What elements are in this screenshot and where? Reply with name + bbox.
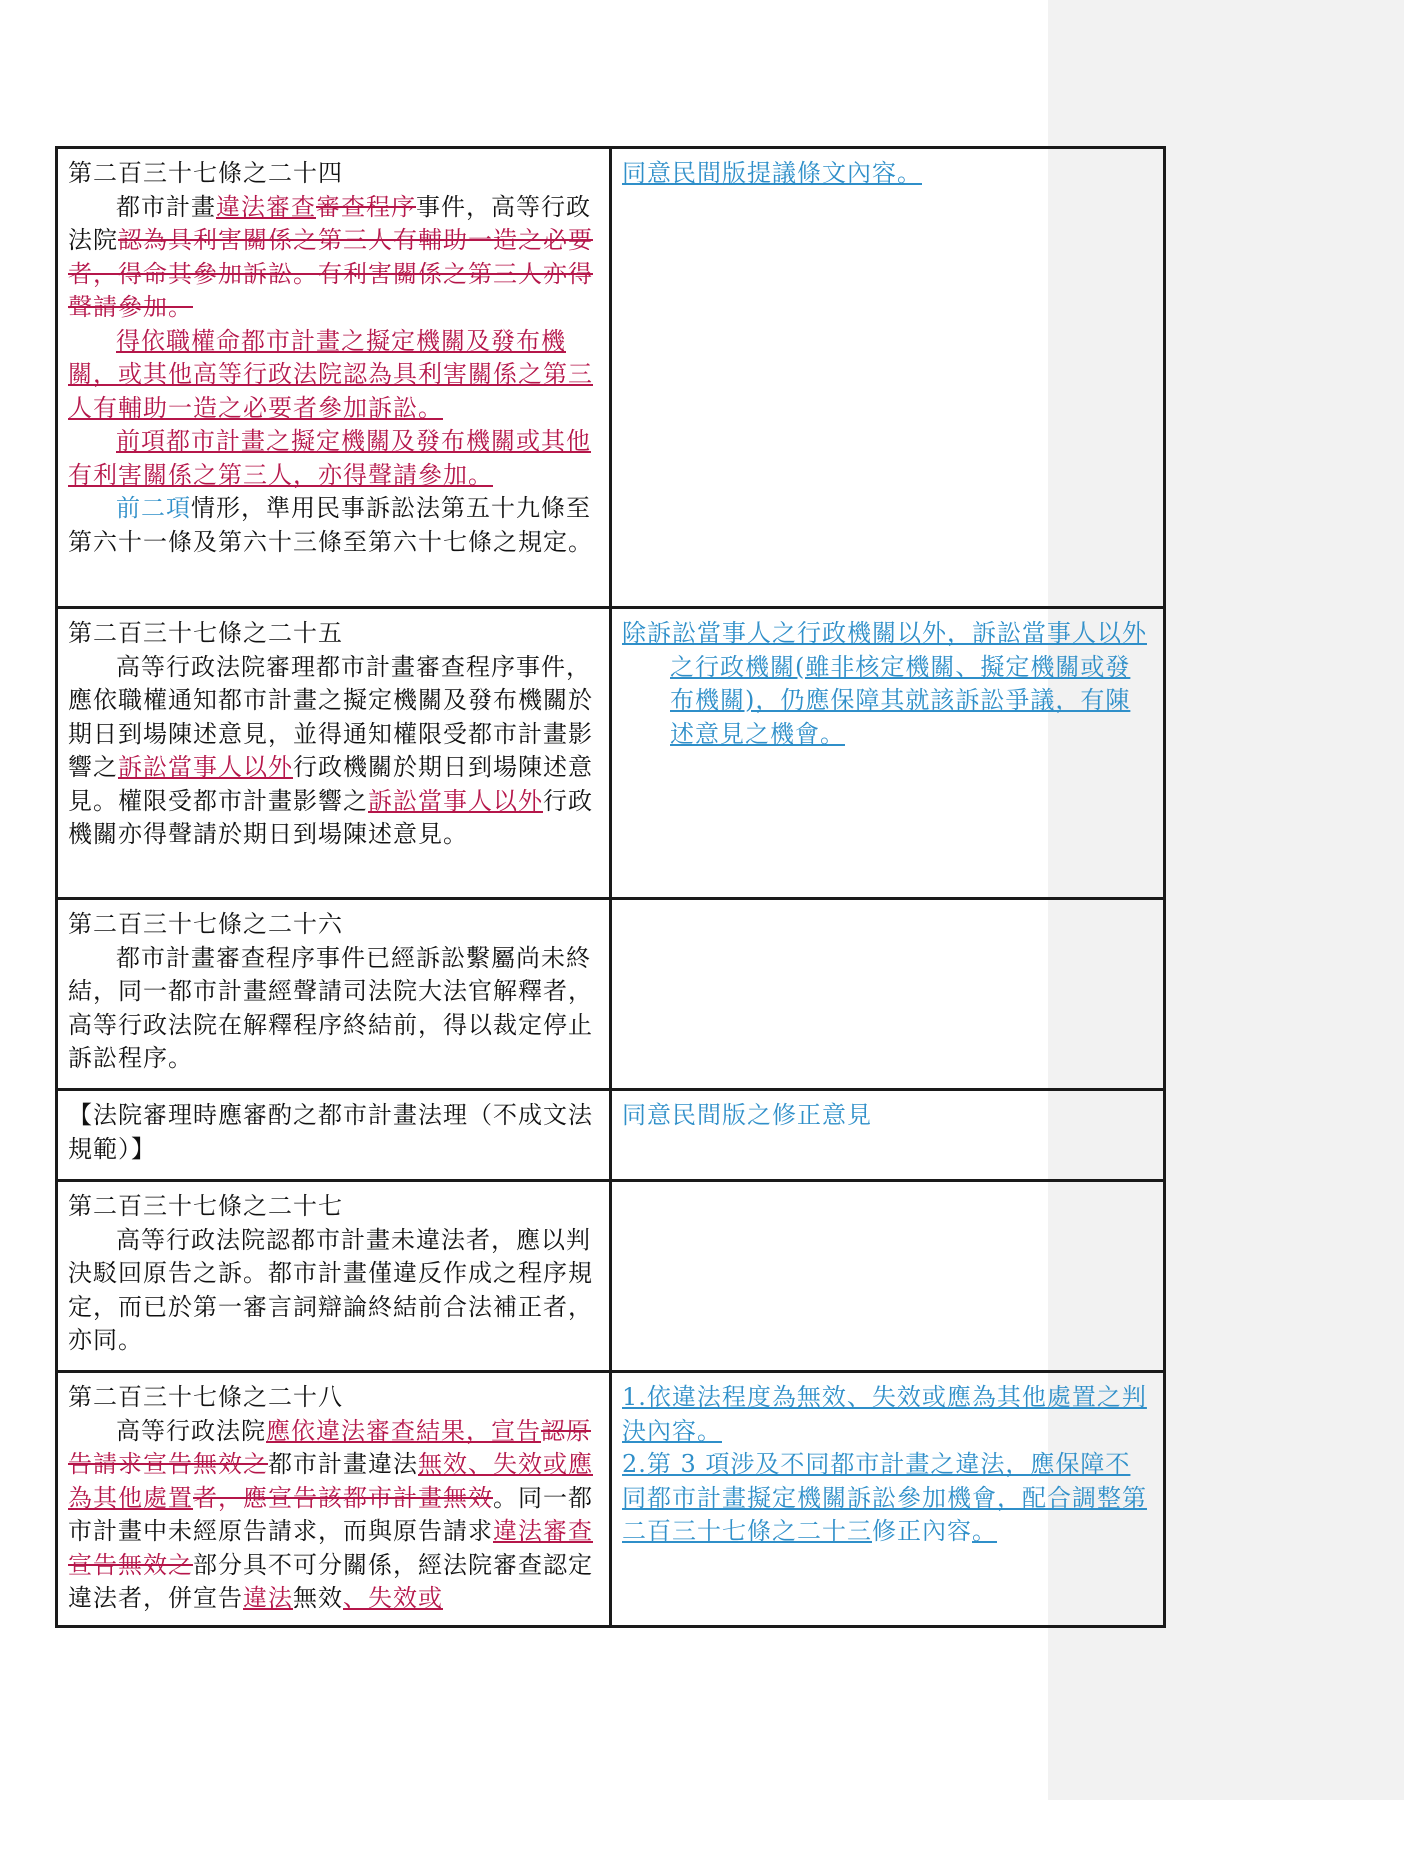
- comment-cell: [611, 899, 1165, 1090]
- inserted-text: 得依職權命都市計畫之擬定機關及發布機關，或其他高等行政法院認為具利害關係之第三人有輔助一造之必要者參加訴訟。: [68, 326, 593, 422]
- article-paragraph: [68, 325, 599, 426]
- text-run: 高等行政法院審理都市計畫審查程序事件，應依職權通知都市計畫之擬定機關及發布機關於期日到場陳述意見，並得通知權限受都市計畫影響之: [68, 652, 593, 781]
- article-paragraph: [68, 1415, 599, 1616]
- comment-cell: [611, 1181, 1165, 1372]
- comparison-table: [55, 146, 1166, 1628]
- comment-text: 。: [972, 1517, 997, 1545]
- comment-cell: [611, 1090, 1165, 1181]
- article-paragraph: [68, 191, 599, 325]
- comment-text: 同意民間版之修正意見: [622, 1101, 872, 1129]
- text-run: 無效: [293, 1584, 343, 1612]
- deleted-text: 認原告請求宣告無效之: [68, 1416, 591, 1478]
- inserted-text: 違法審查: [493, 1517, 593, 1545]
- comment-cell: [611, 608, 1165, 899]
- inserted-text: 訴訟當事人以外: [368, 786, 543, 815]
- inserted-text: 違法: [243, 1584, 293, 1612]
- comment-text: 2.第 3 項涉及不同都市計畫之違法，應保障不同都市計畫擬定機關訴訟參加機會，配合調整第二百三十七條之二十三: [622, 1450, 1147, 1545]
- text-run: 行政機關亦得聲請於期日到場陳述意見。: [68, 786, 593, 848]
- comment-text: 除訴訟當事人之行政機關以外，訴訟當事人以外之行政機關(雖非核定機關、擬定機關或發布機關)，仍應保障其就該訴訟爭議，有陳述意見之機會。: [622, 619, 1147, 748]
- article-title: 第二百三十七條之二十八: [68, 1383, 343, 1411]
- article-cell: [57, 1181, 611, 1372]
- text-run: 高等行政法院: [116, 1416, 266, 1445]
- deleted-text: 者，應宣告該都市計畫無效: [193, 1483, 493, 1512]
- article-title: 第二百三十七條之二十五: [68, 619, 343, 647]
- text-run: 都市計畫違法: [268, 1450, 418, 1478]
- comment-item: [622, 1448, 1153, 1549]
- article-paragraph: [68, 425, 599, 492]
- comment-cell: [611, 1372, 1165, 1627]
- table-row: [57, 899, 1165, 1090]
- text-run: 部分具不可分關係，經法院審查認定違法者，併宣告: [68, 1550, 593, 1612]
- deleted-text: 審查程序: [316, 192, 416, 221]
- text-run: 情形，準用民事訴訟法第五十九條至第六十一條及第六十三條至第六十七條之規定。: [68, 494, 593, 556]
- text-run: 。同一都市計畫中未經原告請求，而與原告請求: [68, 1483, 593, 1545]
- deleted-text: 宣告無效之: [68, 1550, 193, 1579]
- table-row: [57, 1181, 1165, 1372]
- article-paragraph: [68, 651, 599, 852]
- table-row: [57, 1090, 1165, 1181]
- inserted-text: 違法審查: [216, 192, 316, 221]
- inserted-text: 前項都市計畫之擬定機關及發布機關或其他有利害關係之第三人，亦得聲請參加。: [68, 427, 591, 489]
- article-title: 第二百三十七條之二十七: [68, 1192, 343, 1220]
- article-cell: [57, 148, 611, 608]
- text-run: 都市計畫: [116, 192, 216, 221]
- text-run: 事件，高等行政法院: [68, 192, 591, 254]
- comment-cell: [611, 148, 1165, 608]
- comment-text: 同意民間版提議條文內容。: [622, 159, 922, 187]
- text-run: 行政機關於期日到場陳述意見。權限受都市計畫影響之: [68, 753, 593, 815]
- article-paragraph: 高等行政法院認都市計畫未違法者，應以判決駁回原告之訴。都市計畫僅違反作成之程序規定，而已於第一審言詞辯論終結前合法補正者，亦同。: [68, 1225, 593, 1354]
- article-cell: [57, 899, 611, 1090]
- table-row: [57, 148, 1165, 608]
- comment-text: 修正內容: [872, 1517, 972, 1545]
- inserted-text: 無效、失效或應為其他處置: [68, 1450, 593, 1512]
- article-cell: [57, 1372, 611, 1627]
- inserted-text: 訴訟當事人以外: [118, 753, 293, 781]
- inserted-text: 、失效或: [343, 1584, 443, 1612]
- article-cell: [57, 608, 611, 899]
- article-title: 第二百三十七條之二十四: [68, 159, 343, 187]
- table-row: [57, 608, 1165, 899]
- comment-item: 1.依違法程度為無效、失效或應為其他處置之判決內容。: [622, 1383, 1147, 1445]
- table-row: [57, 1372, 1165, 1627]
- inserted-text: 應依違法審查結果，宣告: [266, 1416, 541, 1445]
- article-paragraph: 都市計畫審查程序事件已經訴訟繫屬尚未終結，同一都市計畫經聲請司法院大法官解釋者，高等行政法院在解釋程序終結前，得以裁定停止訴訟程序。: [68, 943, 593, 1072]
- section-heading-cell: [57, 1090, 611, 1181]
- article-paragraph: [68, 492, 599, 559]
- article-title: 第二百三十七條之二十六: [68, 910, 343, 938]
- deleted-text: 認為具利害關係之第三人有輔助一造之必要者，得命其參加訴訟。有利害關係之第三人亦得聲請參加。: [68, 226, 593, 321]
- changed-text: 前二項: [116, 494, 191, 522]
- section-heading: 【法院審理時應審酌之都市計畫法理（不成文法規範）】: [68, 1101, 593, 1163]
